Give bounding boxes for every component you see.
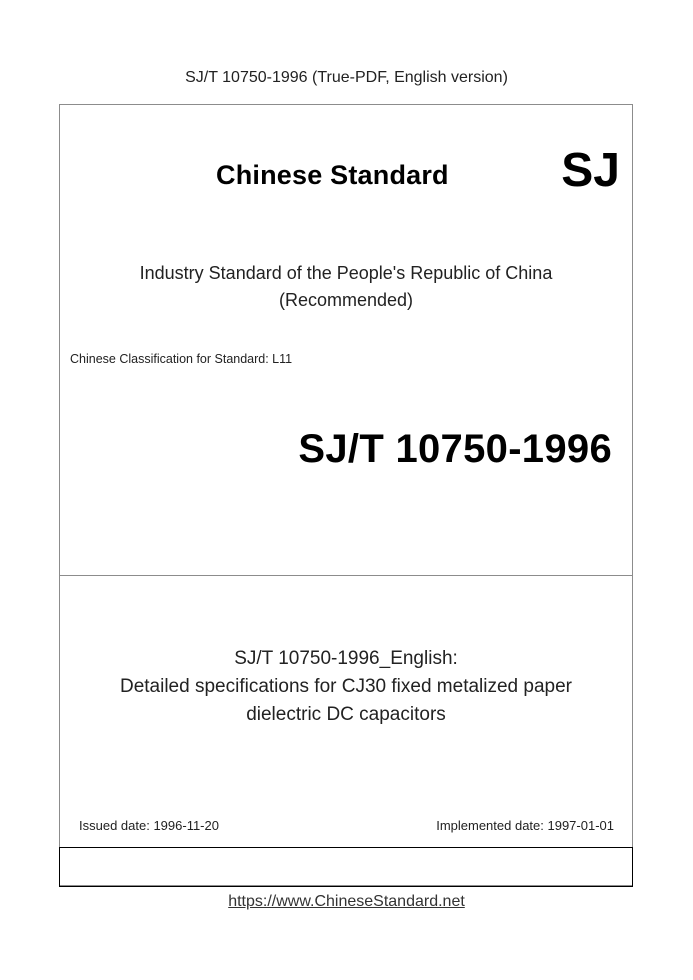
issued-date: Issued date: 1996-11-20 xyxy=(79,818,219,833)
cover-top-section xyxy=(60,105,632,576)
title-line-3: dielectric DC capacitors xyxy=(246,704,446,725)
cover-heading: Chinese Standard xyxy=(216,160,449,190)
cover-title-section xyxy=(60,576,632,846)
standard-number: SJ/T 10750-1996 xyxy=(298,427,612,471)
website-link[interactable]: https://www.ChineseStandard.net xyxy=(228,893,465,910)
footer xyxy=(0,893,693,911)
cover-bottom-box xyxy=(59,847,633,887)
document-title xyxy=(60,645,632,729)
industry-line-1: Industry Standard of the People's Republic of China xyxy=(139,263,553,283)
document-header: SJ/T 10750-1996 (True-PDF, English version) xyxy=(185,69,508,86)
sj-mark: SJ xyxy=(561,144,620,197)
title-line-2: Detailed specifications for CJ30 fixed metalized paper xyxy=(119,676,572,697)
cover-frame xyxy=(59,104,633,886)
implemented-date: Implemented date: 1997-01-01 xyxy=(436,818,614,833)
industry-statement xyxy=(60,260,632,314)
classification-label: Chinese Classification for Standard: L11 xyxy=(70,352,293,366)
title-line-1: SJ/T 10750-1996_English: xyxy=(234,648,458,669)
industry-line-2: (Recommended) xyxy=(278,290,414,310)
